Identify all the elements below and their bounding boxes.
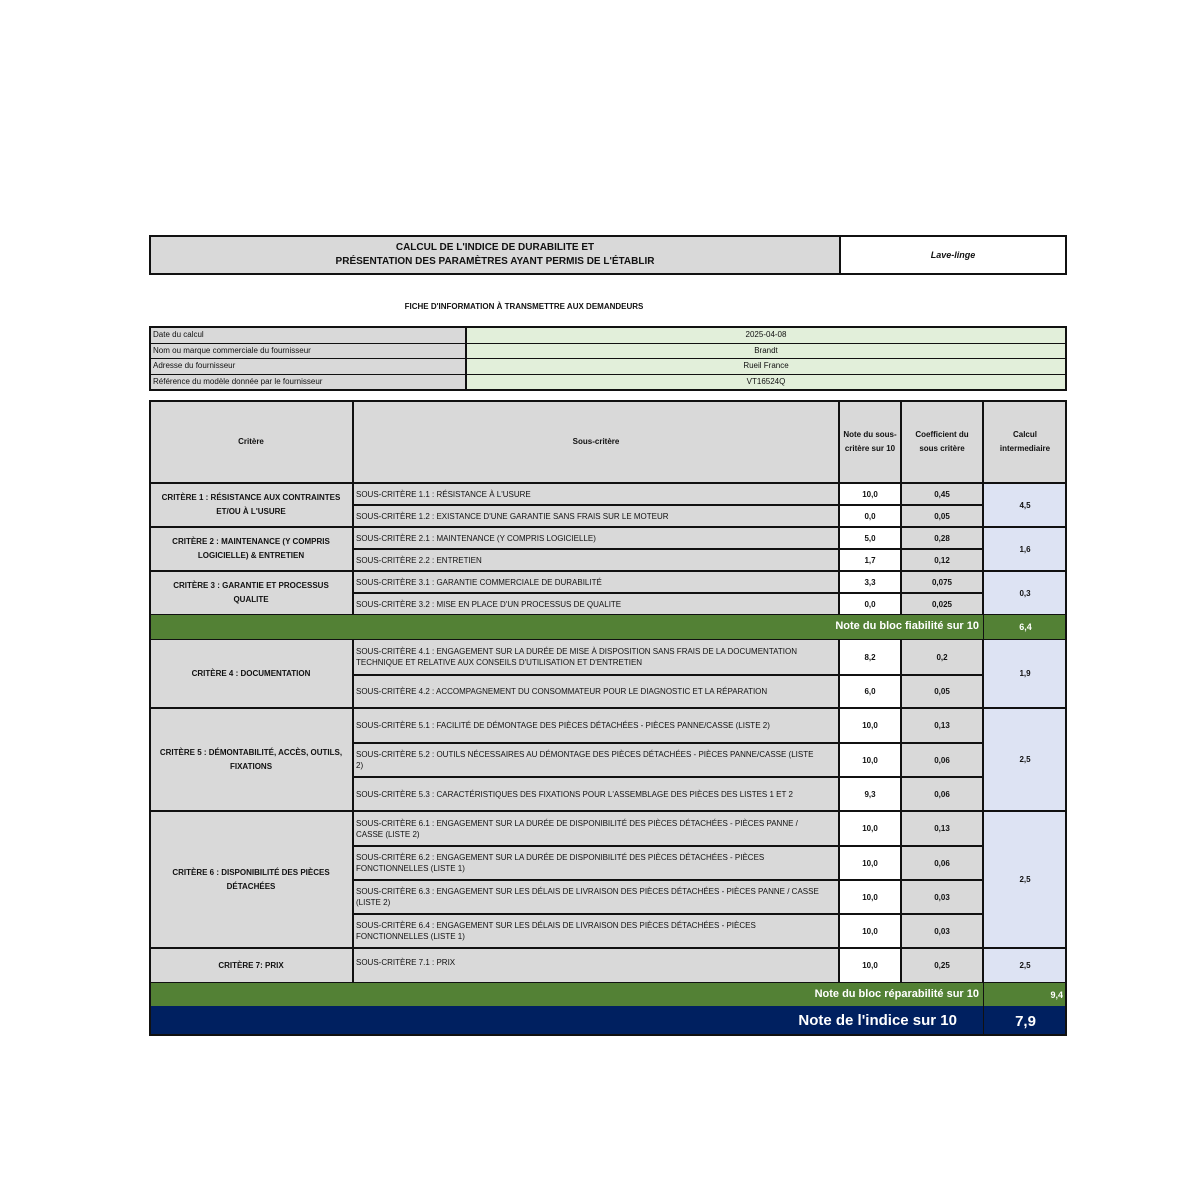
sub-note: 3,3	[839, 571, 901, 593]
criterion-calc: 2,5	[983, 708, 1067, 811]
sub-note: 10,0	[839, 811, 901, 846]
info-label: Adresse du fournisseur	[151, 359, 467, 374]
sub-note: 10,0	[839, 880, 901, 914]
info-label: Date du calcul	[151, 328, 467, 343]
title-line-1: CALCUL DE L'INDICE DE DURABILITE ET	[395, 242, 595, 253]
sub-coef: 0,13	[901, 811, 983, 846]
title-line-2: PRÉSENTATION DES PARAMÈTRES AYANT PERMIS DE L'ÉTABLIR	[335, 256, 655, 267]
sub-criterion-l1: SOUS-CRITÈRE 6.1 : ENGAGEMENT SUR LA DURÉE DE DISPONIBILITÉ DES PIÈCES DÉTACHÉES - PIÈCES PANNE /	[356, 818, 798, 828]
info-row	[151, 359, 1065, 375]
criterion-1	[149, 483, 353, 527]
indice-value: 7,9	[983, 1006, 1067, 1036]
info-value: Brandt	[467, 344, 1065, 359]
sub-criterion-l2: FONCTIONNELLES (LISTE 1)	[356, 932, 465, 941]
criterion-name-l2: DÉTACHÉES	[226, 881, 276, 891]
sub-coef: 0,075	[901, 571, 983, 593]
reparabilite-label: Note du bloc réparabilité sur 10	[814, 988, 979, 1000]
sub-coef: 0,06	[901, 846, 983, 880]
col-header-note	[839, 400, 901, 483]
criterion-name-l2: LOGICIELLE) & ENTRETIEN	[197, 551, 305, 560]
sub-note: 0,0	[839, 593, 901, 615]
sub-criterion-l1: SOUS-CRITÈRE 6.2 : ENGAGEMENT SUR LA DURÉE DE DISPONIBILITÉ DES PIÈCES DÉTACHÉES - PIÈCES	[356, 853, 765, 862]
col-header-coef-l1: Coefficient du	[915, 429, 969, 439]
sub-criterion	[353, 880, 839, 914]
sub-note: 10,0	[839, 483, 901, 505]
sub-criterion: SOUS-CRITÈRE 1.1 : RÉSISTANCE À L'USURE	[353, 483, 839, 505]
criterion-3	[149, 571, 353, 615]
sub-coef: 0,06	[901, 777, 983, 811]
sub-coef: 0,28	[901, 527, 983, 549]
col-header-coef-l2: sous critère	[919, 443, 965, 453]
sub-note: 10,0	[839, 708, 901, 743]
sub-criterion-l2: TECHNIQUE ET RELATIVE AUX CONSEILS D'UTILISATION ET D'ENTRETIEN	[356, 658, 643, 667]
info-row	[151, 344, 1065, 360]
sub-note: 10,0	[839, 846, 901, 880]
sub-criterion: SOUS-CRITÈRE 1.2 : EXISTANCE D'UNE GARANTIE SANS FRAIS SUR LE MOTEUR	[353, 505, 839, 527]
sub-criterion: SOUS-CRITÈRE 5.3 : CARACTÉRISTIQUES DES FIXATIONS POUR L'ASSEMBLAGE DES PIÈCES DES LISTES 1 ET 2	[353, 777, 839, 811]
sub-criterion	[353, 639, 839, 675]
sub-criterion: SOUS-CRITÈRE 3.2 : MISE EN PLACE D'UN PROCESSUS DE QUALITE	[353, 593, 839, 615]
criterion-name-l1: CRITÈRE 7: PRIX	[218, 960, 284, 970]
info-row	[151, 328, 1065, 344]
fiabilite-label: Note du bloc fiabilité sur 10	[835, 620, 979, 632]
info-table	[149, 326, 1067, 391]
col-header-note-l2: critère sur 10	[844, 443, 896, 453]
sub-criterion-l2: FONCTIONNELLES (LISTE 1)	[356, 864, 465, 873]
sub-criterion	[353, 846, 839, 880]
criterion-name-l1: CRITÈRE 4 : DOCUMENTATION	[191, 668, 311, 678]
info-row	[151, 375, 1065, 390]
sub-coef: 0,05	[901, 675, 983, 708]
reparabilite-bar	[149, 983, 983, 1006]
sub-criterion-l1: SOUS-CRITÈRE 6.4 : ENGAGEMENT SUR LES DÉLAIS DE LIVRAISON DES PIÈCES DÉTACHÉES - PIÈCES	[356, 921, 756, 930]
sub-note: 0,0	[839, 505, 901, 527]
sub-coef: 0,2	[901, 639, 983, 675]
fiabilite-value: 6,4	[983, 615, 1067, 639]
info-label: Référence du modèle donnée par le fournisseur	[151, 375, 467, 390]
product-category: Lave-linge	[841, 237, 1065, 273]
criterion-2	[149, 527, 353, 571]
criterion-name-l1: CRITÈRE 2 : MAINTENANCE (Y COMPRIS	[172, 537, 330, 546]
info-value: VT16524Q	[467, 375, 1065, 390]
fiabilite-bar	[149, 615, 983, 639]
sub-criterion	[353, 743, 839, 777]
sub-criterion	[353, 811, 839, 846]
sub-note: 9,3	[839, 777, 901, 811]
sub-criterion	[353, 914, 839, 948]
col-header-calcul-l1: Calcul	[1012, 429, 1037, 439]
sub-coef: 0,12	[901, 549, 983, 571]
sub-criterion-l2: 2)	[356, 761, 364, 770]
sub-coef: 0,05	[901, 505, 983, 527]
sub-criterion-l1: SOUS-CRITÈRE 6.3 : ENGAGEMENT SUR LES DÉLAIS DE LIVRAISON DES PIÈCES DÉTACHÉES - PIÈCES PANNE / CASSE	[356, 887, 819, 896]
col-header-calcul	[983, 400, 1067, 483]
criterion-name-l2: FIXATIONS	[229, 761, 273, 771]
reparabilite-value: 9,4	[983, 983, 1067, 1006]
header-box	[149, 235, 1067, 275]
sub-criterion: SOUS-CRITÈRE 2.1 : MAINTENANCE (Y COMPRIS LOGICIELLE)	[353, 527, 839, 549]
criterion-name-l2: QUALITE	[233, 595, 269, 604]
sub-criterion-l2: (LISTE 2)	[356, 898, 391, 907]
criterion-name-l1: CRITÈRE 6 : DISPONIBILITÉ DES PIÈCES	[172, 867, 330, 877]
info-label: Nom ou marque commerciale du fournisseur	[151, 344, 467, 359]
sub-note: 6,0	[839, 675, 901, 708]
sub-criterion-l1: SOUS-CRITÈRE 4.1 : ENGAGEMENT SUR LA DURÉE DE MISE À DISPOSITION SANS FRAIS DE LA DOCUMENTATION	[356, 647, 797, 656]
info-value: Rueil France	[467, 359, 1065, 374]
criterion-calc: 2,5	[983, 811, 1067, 948]
document-title	[151, 237, 841, 273]
criterion-7	[149, 948, 353, 983]
sub-criterion-l2: CASSE (LISTE 2)	[356, 829, 420, 839]
criterion-name-l1: CRITÈRE 5 : DÉMONTABILITÉ, ACCÈS, OUTILS,	[159, 747, 343, 757]
col-header-sous-critere: Sous-critère	[353, 400, 839, 483]
sub-note: 5,0	[839, 527, 901, 549]
sub-coef: 0,25	[901, 948, 983, 983]
criterion-calc: 1,9	[983, 639, 1067, 708]
info-value: 2025-04-08	[467, 328, 1065, 343]
sub-note: 10,0	[839, 948, 901, 983]
indice-label: Note de l'indice sur 10	[798, 1012, 957, 1029]
criterion-calc: 0,3	[983, 571, 1067, 615]
sub-note: 1,7	[839, 549, 901, 571]
col-header-calcul-l2: intermediaire	[999, 443, 1051, 453]
indice-bar	[149, 1006, 983, 1036]
sub-criterion: SOUS-CRITÈRE 5.1 : FACILITÉ DE DÉMONTAGE DES PIÈCES DÉTACHÉES - PIÈCES PANNE/CASSE (LISTE 2)	[353, 708, 839, 743]
sub-criterion: SOUS-CRITÈRE 3.1 : GARANTIE COMMERCIALE DE DURABILITÉ	[353, 571, 839, 593]
criterion-calc: 2,5	[983, 948, 1067, 983]
col-header-coef	[901, 400, 983, 483]
sub-note: 8,2	[839, 639, 901, 675]
criterion-name-l2: ET/OU À L'USURE	[216, 507, 286, 516]
col-header-note-l1: Note du sous-	[843, 429, 897, 439]
criterion-4	[149, 639, 353, 708]
criteria-table	[149, 400, 1067, 1036]
criterion-name-l1: CRITÈRE 3 : GARANTIE ET PROCESSUS	[173, 581, 329, 590]
criterion-calc: 1,6	[983, 527, 1067, 571]
sub-coef: 0,025	[901, 593, 983, 615]
sub-note: 10,0	[839, 914, 901, 948]
sub-coef: 0,03	[901, 880, 983, 914]
sub-criterion: SOUS-CRITÈRE 2.2 : ENTRETIEN	[353, 549, 839, 571]
criterion-6	[149, 811, 353, 948]
sub-coef: 0,03	[901, 914, 983, 948]
sub-note: 10,0	[839, 743, 901, 777]
subtitle: FICHE D'INFORMATION À TRANSMETTRE AUX DEMANDEURS	[404, 302, 644, 311]
col-header-critere: Critère	[149, 400, 353, 483]
sub-coef: 0,06	[901, 743, 983, 777]
sub-criterion: SOUS-CRITÈRE 7.1 : PRIX	[353, 948, 839, 983]
sub-coef: 0,13	[901, 708, 983, 743]
criterion-5	[149, 708, 353, 811]
sub-criterion-l1: SOUS-CRITÈRE 5.2 : OUTILS NÉCESSAIRES AU DÉMONTAGE DES PIÈCES DÉTACHÉES - PIÈCES PANNE/CASSE (LISTE	[356, 750, 814, 759]
sub-coef: 0,45	[901, 483, 983, 505]
criterion-calc: 4,5	[983, 483, 1067, 527]
sub-criterion: SOUS-CRITÈRE 4.2 : ACCOMPAGNEMENT DU CONSOMMATEUR POUR LE DIAGNOSTIC ET LA RÉPARATION	[353, 675, 839, 708]
criterion-name-l1: CRITÈRE 1 : RÉSISTANCE AUX CONTRAINTES	[161, 493, 341, 502]
